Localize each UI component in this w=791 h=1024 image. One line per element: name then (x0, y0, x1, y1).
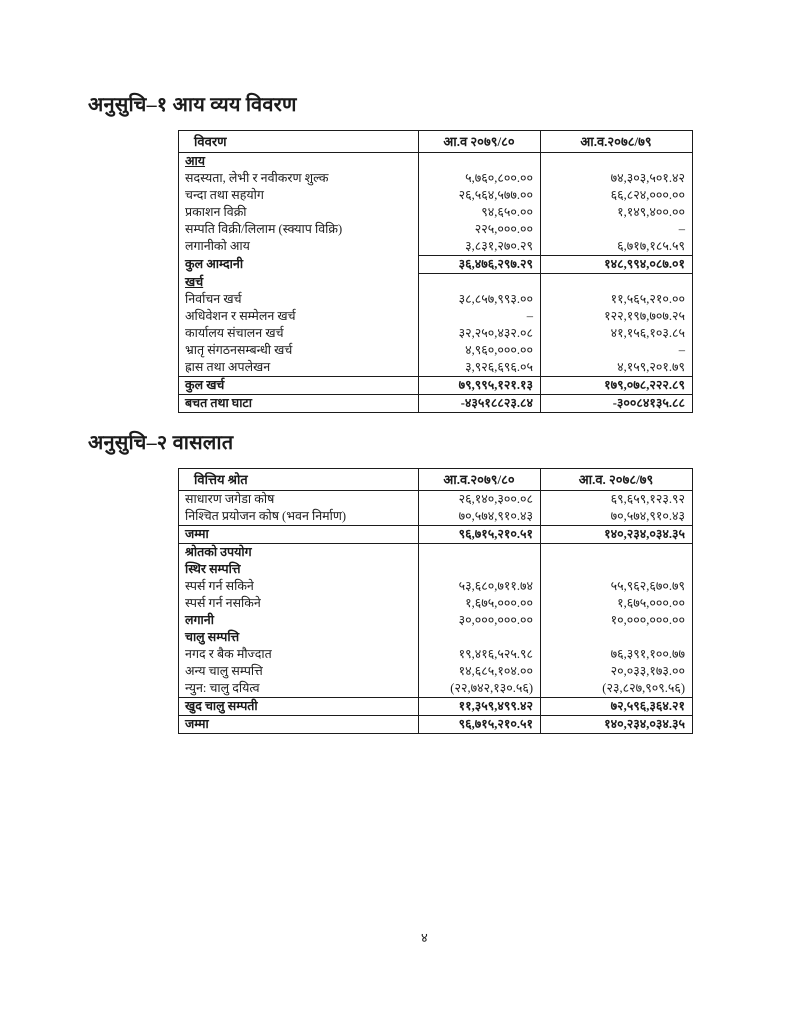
table-row (179, 491, 693, 509)
amount-cell-previous-year: ४,१५९,२०१.७९ (541, 359, 693, 377)
column-header-fiscal-year: आ.व.२०७९/८० (419, 469, 541, 491)
table-row (179, 680, 693, 698)
amount-cell-current-year: २२५,०००.०० (419, 221, 541, 238)
table-row (179, 698, 693, 716)
row-label-cell: ह्रास तथा अपलेखन (185, 359, 271, 374)
amount-cell-current-year: ९६,७१५,२१०.५१ (419, 716, 541, 734)
table-row (179, 376, 693, 394)
row-label-cell: खर्च (185, 274, 204, 289)
amount-cell-current-year: ३,९२६,६९६.०५ (419, 359, 541, 377)
amount-cell-previous-year: ७०,५७४,९१०.४३ (541, 508, 693, 526)
amount-cell-previous-year: -३००८४१३५.८८ (541, 394, 693, 412)
table-row (179, 170, 693, 187)
table-row (179, 629, 693, 646)
amount-cell-previous-year (541, 153, 693, 171)
amount-cell-current-year: (२२,७४२,१३०.५६) (419, 680, 541, 698)
amount-cell-previous-year: ४१,१५६,१०३.८५ (541, 325, 693, 342)
table-row (179, 359, 693, 377)
table-row (179, 291, 693, 308)
row-label-cell: बचत तथा घाटा (179, 394, 419, 412)
row-label-cell: स्थिर सम्पत्ति (185, 562, 241, 576)
table-header-row (179, 131, 693, 153)
annex-1-title: अनुसुचि–१ आय व्यय विवरण (88, 94, 297, 116)
row-label-cell: स्पर्स गर्न सकिने (185, 579, 254, 593)
table-row (179, 508, 693, 526)
amount-cell-current-year: ९४,६५०.०० (419, 204, 541, 221)
column-header-label: विवरण (179, 131, 419, 153)
row-label-cell: निश्चित प्रयोजन कोष (भवन निर्माण) (185, 509, 347, 523)
amount-cell-previous-year: १२२,१९७,७०७.२५ (541, 308, 693, 325)
balance-sheet-table (178, 468, 693, 734)
amount-cell-previous-year: ५५,९६२,६७०.७९ (541, 578, 693, 595)
amount-cell-previous-year: २०,०३३,१७३.०० (541, 663, 693, 680)
amount-cell-current-year: ३२,२५०,४३२.०८ (419, 325, 541, 342)
amount-cell-previous-year: – (541, 221, 693, 238)
column-header-fiscal-year: आ.व.२०७८/७९ (541, 131, 693, 153)
amount-cell-current-year (419, 153, 541, 171)
amount-cell-previous-year (541, 629, 693, 646)
table-row (179, 595, 693, 612)
table-row (179, 342, 693, 359)
column-header-fiscal-year: आ.व. २०७८/७९ (541, 469, 693, 491)
amount-cell-previous-year: (२३,८२७,९०९.५६) (541, 680, 693, 698)
amount-cell-previous-year: १७९,०७८,२२२.८९ (541, 376, 693, 394)
table-row (179, 394, 693, 412)
table-row (179, 663, 693, 680)
amount-cell-previous-year: १४०,२३४,०३४.३५ (541, 526, 693, 544)
row-label-cell: सदस्यता, लेभी र नवीकरण शुल्क (185, 171, 329, 185)
amount-cell-previous-year: ६,७१७,१८५.५९ (541, 238, 693, 256)
amount-cell-current-year: ११,३५९,४९९.४२ (419, 698, 541, 716)
row-label-cell: जम्मा (179, 526, 419, 544)
amount-cell-previous-year (541, 274, 693, 291)
table-row (179, 153, 693, 171)
amount-cell-current-year (419, 544, 541, 562)
amount-cell-previous-year: १४८,९९४,०८७.०१ (541, 256, 693, 274)
income-expense-table (178, 130, 693, 413)
row-label-cell: साधारण जगेडा कोष (185, 492, 275, 506)
table-row (179, 526, 693, 544)
table-row (179, 308, 693, 325)
row-label-cell: श्रोतको उपयोग (185, 545, 252, 559)
row-label-cell: नगद र बैक मौज्दात (185, 647, 272, 661)
row-label-cell: न्युन: चालु दयित्व (185, 681, 260, 695)
amount-cell-previous-year: – (541, 342, 693, 359)
table-header-row (179, 469, 693, 491)
amount-cell-previous-year: १,१४९,४००.०० (541, 204, 693, 221)
amount-cell-current-year: -४३५१८८२३.८४ (419, 394, 541, 412)
row-label-cell: अधिवेशन र सम्मेलन खर्च (185, 308, 296, 323)
row-label-cell: प्रकाशन विक्री (185, 205, 247, 219)
amount-cell-current-year: १४,६८५,१०४.०० (419, 663, 541, 680)
table-row (179, 238, 693, 256)
annex-2-title: अनुसुचि–२ वासलात (88, 432, 234, 454)
amount-cell-previous-year: ६९,६५९,१२३.९२ (541, 491, 693, 509)
amount-cell-current-year: २६,१४०,३००.०८ (419, 491, 541, 509)
table-row (179, 187, 693, 204)
row-label-cell: भ्रातृ संगठनसम्बन्धी खर्च (185, 342, 293, 357)
table-row (179, 204, 693, 221)
amount-cell-previous-year (541, 544, 693, 562)
amount-cell-previous-year: ७४,३०३,५०१.४२ (541, 170, 693, 187)
table-row (179, 561, 693, 578)
amount-cell-previous-year: ११,५६५,२१०.०० (541, 291, 693, 308)
amount-cell-current-year: ३८,८५७,९९३.०० (419, 291, 541, 308)
amount-cell-current-year: ९६,७१५,२१०.५१ (419, 526, 541, 544)
row-label-cell: सम्पति विक्री/लिलाम (स्क्याप विक्रि) (185, 222, 343, 236)
amount-cell-current-year: ३०,०००,०००.०० (419, 612, 541, 629)
amount-cell-current-year: २६,५६४,५७७.०० (419, 187, 541, 204)
row-label-cell: कुल आम्दानी (185, 257, 244, 271)
amount-cell-current-year: ४,९६०,०००.०० (419, 342, 541, 359)
amount-cell-current-year (419, 629, 541, 646)
amount-cell-current-year (419, 274, 541, 291)
row-label-cell: आय (185, 154, 206, 168)
amount-cell-previous-year (541, 561, 693, 578)
table-row (179, 274, 693, 291)
table-row (179, 256, 693, 274)
amount-cell-current-year: ७०,५७४,९१०.४३ (419, 508, 541, 526)
row-label-cell: चन्दा तथा सहयोग (185, 188, 264, 202)
amount-cell-current-year: ३६,४७६,२९७.२९ (419, 256, 541, 274)
column-header-label: वित्तिय श्रोत (179, 469, 419, 491)
amount-cell-previous-year: १४०,२३४,०३४.३५ (541, 716, 693, 734)
amount-cell-current-year: ७९,९९५,१२१.१३ (419, 376, 541, 394)
amount-cell-current-year: ५,७६०,८००.०० (419, 170, 541, 187)
row-label-cell: लगानीको आय (185, 239, 250, 254)
amount-cell-current-year: – (419, 308, 541, 325)
page-number: ४ (421, 930, 428, 945)
amount-cell-previous-year: १,६७५,०००.०० (541, 595, 693, 612)
amount-cell-current-year: ५३,६८०,७११.७४ (419, 578, 541, 595)
row-label-cell: चालु सम्पत्ति (185, 630, 240, 644)
table-row (179, 612, 693, 629)
table-row (179, 578, 693, 595)
table-row (179, 544, 693, 562)
column-header-fiscal-year: आ.व २०७९/८० (419, 131, 541, 153)
table-row (179, 221, 693, 238)
row-label-cell: खुद चालु सम्पती (179, 698, 419, 716)
row-label-cell: कार्यालय संचालन खर्च (185, 325, 284, 340)
row-label-cell: निर्वाचन खर्च (185, 291, 242, 306)
amount-cell-current-year: ३,८३१,२७०.२९ (419, 238, 541, 256)
row-label-cell: जम्मा (179, 716, 419, 734)
row-label-cell: लगानी (185, 613, 214, 627)
row-label-cell: अन्य चालु सम्पत्ति (185, 664, 263, 678)
amount-cell-current-year: १,६७५,०००.०० (419, 595, 541, 612)
amount-cell-previous-year: १०,०००,०००.०० (541, 612, 693, 629)
amount-cell-previous-year: ६६,८२४,०००.०० (541, 187, 693, 204)
amount-cell-current-year: १९,४१६,५२५.९८ (419, 646, 541, 663)
row-label-cell: स्पर्स गर्न नसकिने (185, 596, 261, 610)
amount-cell-previous-year: ७२,५९६,३६४.२१ (541, 698, 693, 716)
row-label-cell: कुल खर्च (179, 376, 419, 394)
amount-cell-previous-year: ७६,३९१,१००.७७ (541, 646, 693, 663)
table-row (179, 646, 693, 663)
amount-cell-current-year (419, 561, 541, 578)
table-row (179, 325, 693, 342)
table-row (179, 716, 693, 734)
